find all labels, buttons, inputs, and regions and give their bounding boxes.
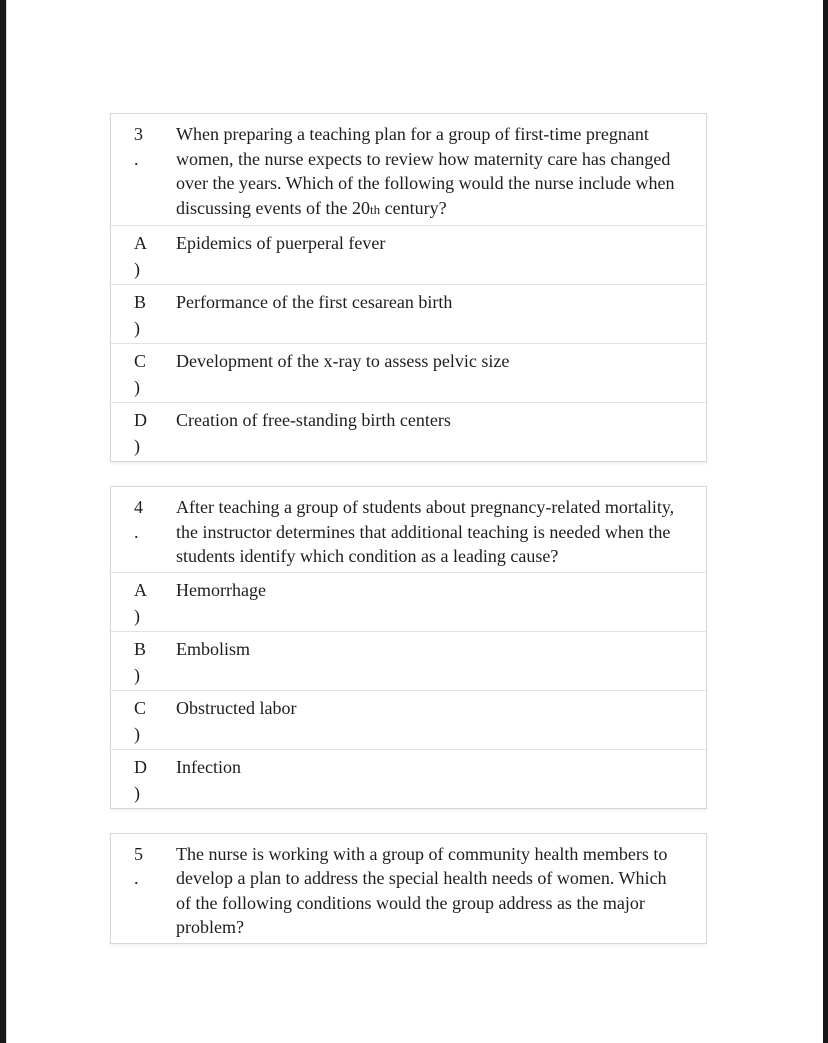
option-row-a	[111, 225, 706, 284]
question-number: 4	[134, 497, 143, 517]
question-number-cell	[111, 495, 176, 569]
option-paren: )	[134, 723, 140, 744]
question-text-main: When preparing a teaching plan for a group of first-time pregnant women, the nurse expects to review how maternity care has changed over the years. Which of the following would the nurse include when discussing events of the 20	[176, 124, 675, 218]
question-number: 5	[134, 843, 143, 864]
option-label-cell	[111, 407, 176, 459]
option-paren: )	[134, 259, 140, 279]
question-text-ordinal-suffix: th	[369, 201, 381, 217]
option-row-b	[111, 631, 706, 690]
question-number-cell	[111, 842, 176, 940]
question-number: 3	[134, 124, 143, 144]
option-paren: )	[134, 436, 140, 456]
option-row-d	[111, 402, 706, 461]
option-row-b	[111, 284, 706, 343]
option-letter: A	[134, 579, 147, 600]
option-label-cell	[111, 695, 176, 747]
option-text: Development of the x-ray to assess pelvic size	[176, 351, 510, 371]
option-label-cell	[111, 754, 176, 806]
option-text: Hemorrhage	[176, 579, 266, 600]
question-number-dot: .	[134, 868, 139, 888]
option-paren: )	[134, 318, 140, 338]
option-row-d	[111, 749, 706, 808]
question-row	[111, 487, 706, 572]
option-letter: C	[134, 351, 147, 371]
question-block-4	[110, 486, 707, 809]
question-text: The nurse is working with a group of community health members to develop a plan to address the special health needs of women. Which of the following conditions would the group address as the major problem?	[176, 843, 668, 937]
option-label-cell	[111, 289, 176, 341]
option-text: Performance of the first cesarean birth	[176, 292, 453, 312]
question-block-3	[110, 113, 707, 462]
question-number-cell	[111, 122, 176, 222]
option-paren: )	[134, 664, 140, 685]
question-list	[110, 113, 707, 968]
option-text: Obstructed labor	[176, 697, 297, 718]
option-text: Creation of free-standing birth centers	[176, 410, 451, 430]
option-paren: )	[134, 605, 140, 626]
option-letter: C	[134, 697, 147, 718]
option-letter: A	[134, 233, 147, 253]
question-text	[176, 122, 706, 222]
question-row	[111, 114, 706, 225]
option-text: Infection	[176, 756, 241, 777]
option-label-cell	[111, 636, 176, 688]
option-paren: )	[134, 377, 140, 397]
option-text: Embolism	[176, 638, 251, 659]
left-edge-bar	[0, 0, 7, 1043]
option-label-cell	[111, 348, 176, 400]
option-letter: B	[134, 638, 147, 659]
option-label-cell	[111, 577, 176, 629]
option-row-c	[111, 343, 706, 402]
option-letter: B	[134, 292, 147, 312]
question-text-tail: century?	[380, 197, 447, 218]
question-row	[111, 834, 706, 943]
option-text: Epidemics of puerperal fever	[176, 233, 386, 253]
question-block-5	[110, 833, 707, 944]
option-row-c	[111, 690, 706, 749]
question-text: After teaching a group of students about pregnancy-related mortality, the instructor determines that additional teaching is needed when the students identify which condition as a leading cause?	[176, 497, 675, 566]
option-paren: )	[134, 782, 140, 803]
question-number-dot: .	[134, 521, 139, 542]
option-letter: D	[134, 756, 147, 777]
question-number-dot: .	[134, 148, 139, 169]
option-row-a	[111, 572, 706, 631]
option-label-cell	[111, 230, 176, 282]
right-edge-bar	[823, 0, 828, 1043]
option-letter: D	[134, 410, 147, 430]
